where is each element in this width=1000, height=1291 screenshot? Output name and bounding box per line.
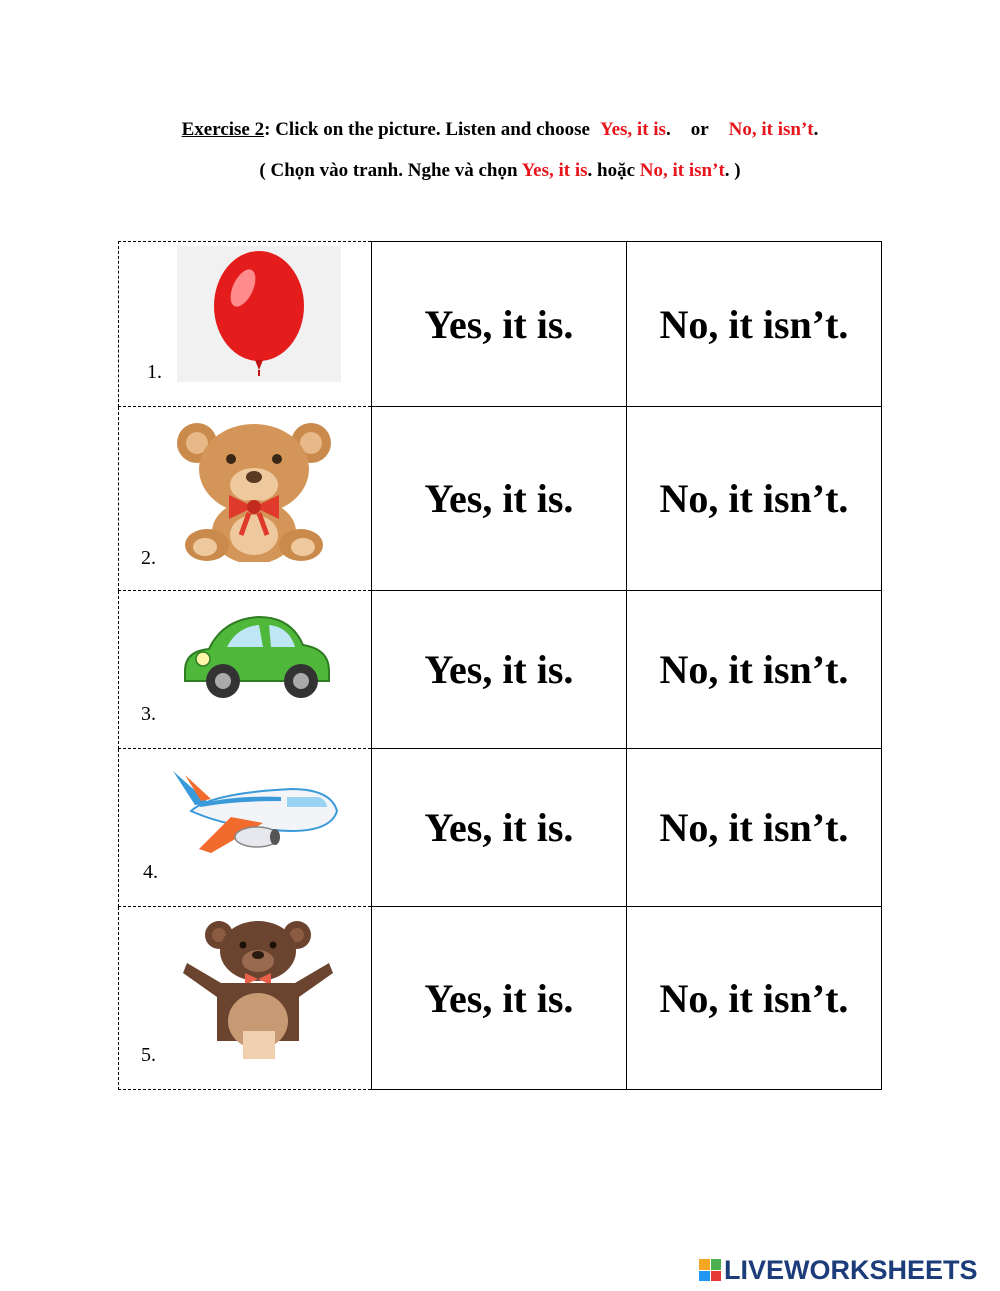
item-number: 2. bbox=[141, 547, 156, 569]
instruction-punct: . bbox=[665, 119, 671, 140]
item-number: 4. bbox=[143, 861, 158, 883]
toy-plane-icon bbox=[171, 767, 341, 859]
option-yes-text: Yes, it is bbox=[599, 119, 666, 140]
table-row bbox=[119, 591, 882, 749]
table-row bbox=[119, 242, 882, 407]
picture-cell[interactable] bbox=[119, 749, 372, 907]
item-number: 3. bbox=[141, 703, 156, 725]
option-yes-vi: Yes, it is bbox=[521, 160, 588, 181]
instruction-end: . bbox=[813, 119, 819, 140]
no-option[interactable]: No, it isn’t. bbox=[627, 907, 882, 1090]
or-text: or bbox=[690, 119, 709, 140]
instruction-vi-middle: . hoặc bbox=[587, 160, 636, 181]
table-row bbox=[119, 907, 882, 1090]
no-option[interactable]: No, it isn’t. bbox=[627, 591, 882, 749]
yes-option[interactable]: Yes, it is. bbox=[372, 749, 627, 907]
option-no-text: No, it isn’t bbox=[728, 119, 814, 140]
yes-option[interactable]: Yes, it is. bbox=[372, 242, 627, 407]
red-balloon-icon bbox=[177, 246, 341, 382]
picture-cell[interactable] bbox=[119, 407, 372, 591]
yes-option[interactable]: Yes, it is. bbox=[372, 907, 627, 1090]
item-number: 1. bbox=[147, 361, 162, 383]
instruction-vi-end: . ) bbox=[724, 160, 741, 181]
exercise-table bbox=[118, 241, 882, 1090]
table-row bbox=[119, 749, 882, 907]
exercise-label: Exercise 2 bbox=[181, 119, 265, 140]
item-number: 5. bbox=[141, 1044, 156, 1066]
instruction-vi-start: ( Chọn vào tranh. Nghe và chọn bbox=[259, 160, 518, 181]
option-no-vi: No, it isn’t bbox=[639, 160, 725, 181]
liveworksheets-logo[interactable] bbox=[699, 1255, 978, 1285]
logo-text: LIVEWORKSHEETS bbox=[724, 1254, 978, 1285]
picture-cell[interactable] bbox=[119, 242, 372, 407]
picture-cell[interactable] bbox=[119, 591, 372, 749]
table-row bbox=[119, 407, 882, 591]
no-option[interactable]: No, it isn’t. bbox=[627, 242, 882, 407]
bear-puppet-icon bbox=[177, 913, 339, 1059]
logo-mark-icon bbox=[699, 1259, 721, 1281]
picture-cell[interactable] bbox=[119, 907, 372, 1090]
no-option[interactable]: No, it isn’t. bbox=[627, 407, 882, 591]
yes-option[interactable]: Yes, it is. bbox=[372, 407, 627, 591]
instruction-line-1 bbox=[0, 119, 1000, 141]
instruction-text: : Click on the picture. Listen and choose bbox=[264, 119, 590, 140]
yes-option[interactable]: Yes, it is. bbox=[372, 591, 627, 749]
no-option[interactable]: No, it isn’t. bbox=[627, 749, 882, 907]
teddy-bear-icon bbox=[169, 417, 339, 562]
instruction-line-2 bbox=[0, 160, 1000, 182]
green-car-icon bbox=[179, 609, 333, 705]
